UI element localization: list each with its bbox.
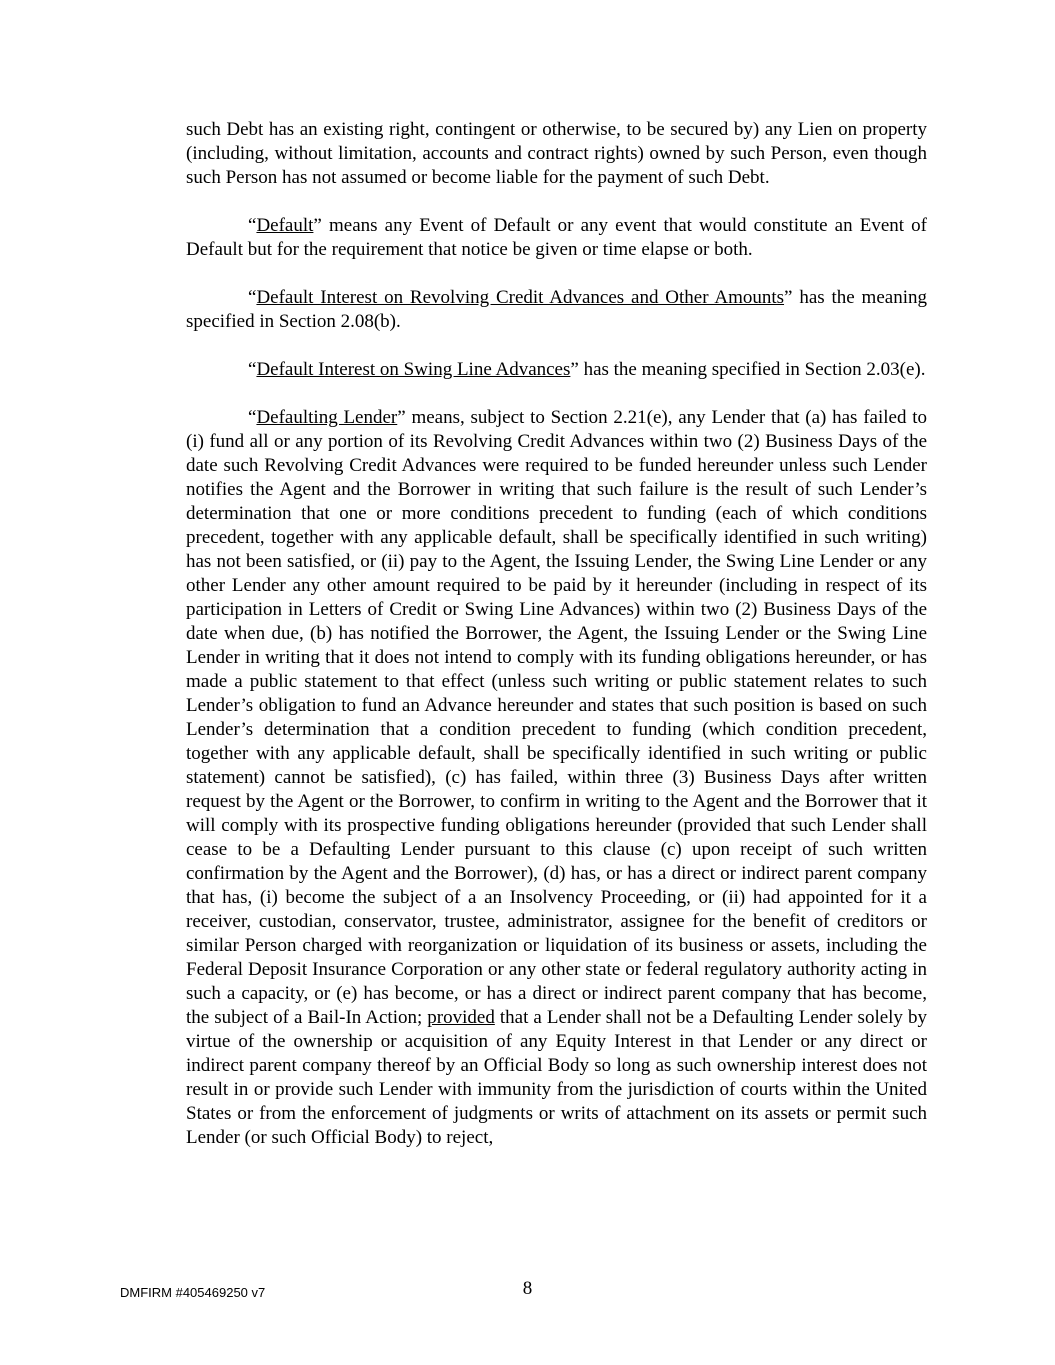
text-run: such Debt has an existing right, contingent or otherwise, to be secured by) any Lien on property (including, without limitation, accounts and contract rights) owned by such Person, even though such Person has not assumed or become liable for the payment of such Debt. [186, 119, 927, 188]
page-number: 8 [522, 1278, 533, 1299]
paragraph-default-definition [186, 214, 927, 262]
paragraph-debt-definition-continuation [186, 118, 927, 190]
defined-term: provided [427, 1007, 495, 1028]
defined-term: Defaulting Lender [256, 407, 398, 428]
paragraph-default-interest-revolving-definition [186, 286, 927, 334]
text-run: “ [248, 215, 257, 236]
text-run: ” has the meaning specified in Section 2.03(e). [570, 359, 926, 380]
document-body [186, 118, 927, 1174]
text-run: ” means, subject to Section 2.21(e), any Lender that (a) has failed to (i) fund all or any portion of its Revolving Credit Advances within two (2) Business Days of the date such Revolving Credit Advances were required to be funded hereunder unless such Lender notifies the Agent and the Borrower in writing that such failure is the result of such Lender’s determination that one or more conditions precedent to funding (each of which conditions precedent, together with any applicable default, shall be specifically identified in such writing) has not been satisfied, or (ii) pay to the Agent, the Issuing Lender, the Swing Line Lender or any other Lender any other amount required to be paid by it hereunder (including in respect of its participation in Letters of Credit or Swing Line Advances) within two (2) Business Days of the date when due, (b) has notified the Borrower, the Agent, the Issuing Lender or the Swing Line Lender in writing that it does not intend to comply with its funding obligations hereunder, or has made a public statement to that effect (unless such writing or public statement relates to such Lender’s obligation to fund an Advance hereunder and states that such position is based on such Lender’s determination that a condition precedent to funding (which condition precedent, together with any applicable default, shall be specifically identified in such writing or public statement) cannot be satisfied), (c) has failed, within three (3) Business Days after written request by the Agent or the Borrower, to confirm in writing to the Agent and the Borrower that it will comply with its prospective funding obligations hereunder (provided that such Lender shall cease to be a Defaulting Lender pursuant to this clause (c) upon receipt of such written confirmation by the Agent and the Borrower), (d) has, or has a direct or indirect parent company that has, (i) become the subject of a an Insolvency Proceeding, or (ii) had appointed for it a receiver, custodian, conservator, trustee, administrator, assignee for the benefit of creditors or similar Person charged with reorganization or liquidation of its business or assets, including the Federal Deposit Insurance Corporation or any other state or federal regulatory authority acting in such a capacity, or (e) has become, or has a direct or indirect parent company that has become, the subject of a Bail-In Action; [186, 407, 927, 1028]
paragraph-defaulting-lender-definition [186, 406, 927, 1150]
text-run: that a Lender shall not be a Defaulting Lender solely by virtue of the ownership or acquisition of any Equity Interest in that Lender or any direct or indirect parent company thereof by an Official Body so long as such ownership interest does not result in or provide such Lender with immunity from the jurisdiction of courts within the United States or from the enforcement of judgments or writs of attachment on its assets or permit such Lender (or such Official Body) to reject, [186, 1007, 927, 1148]
text-run: ” means any Event of Default or any event that would constitute an Event of Default but for the requirement that notice be given or time elapse or both. [186, 215, 927, 260]
text-run: “ [248, 287, 257, 308]
text-run: “ [248, 359, 257, 380]
text-run: “ [248, 407, 257, 428]
text-run: ” has the meaning specified in Section 2.08(b). [186, 287, 927, 332]
defined-term: Default [256, 215, 314, 236]
paragraph-default-interest-swing-line-definition [186, 358, 927, 382]
document-id-stamp: DMFIRM #405469250 v7 [120, 1285, 266, 1300]
defined-term: Default Interest on Swing Line Advances [256, 359, 571, 380]
defined-term: Default Interest on Revolving Credit Advances and Other Amounts [256, 287, 785, 308]
